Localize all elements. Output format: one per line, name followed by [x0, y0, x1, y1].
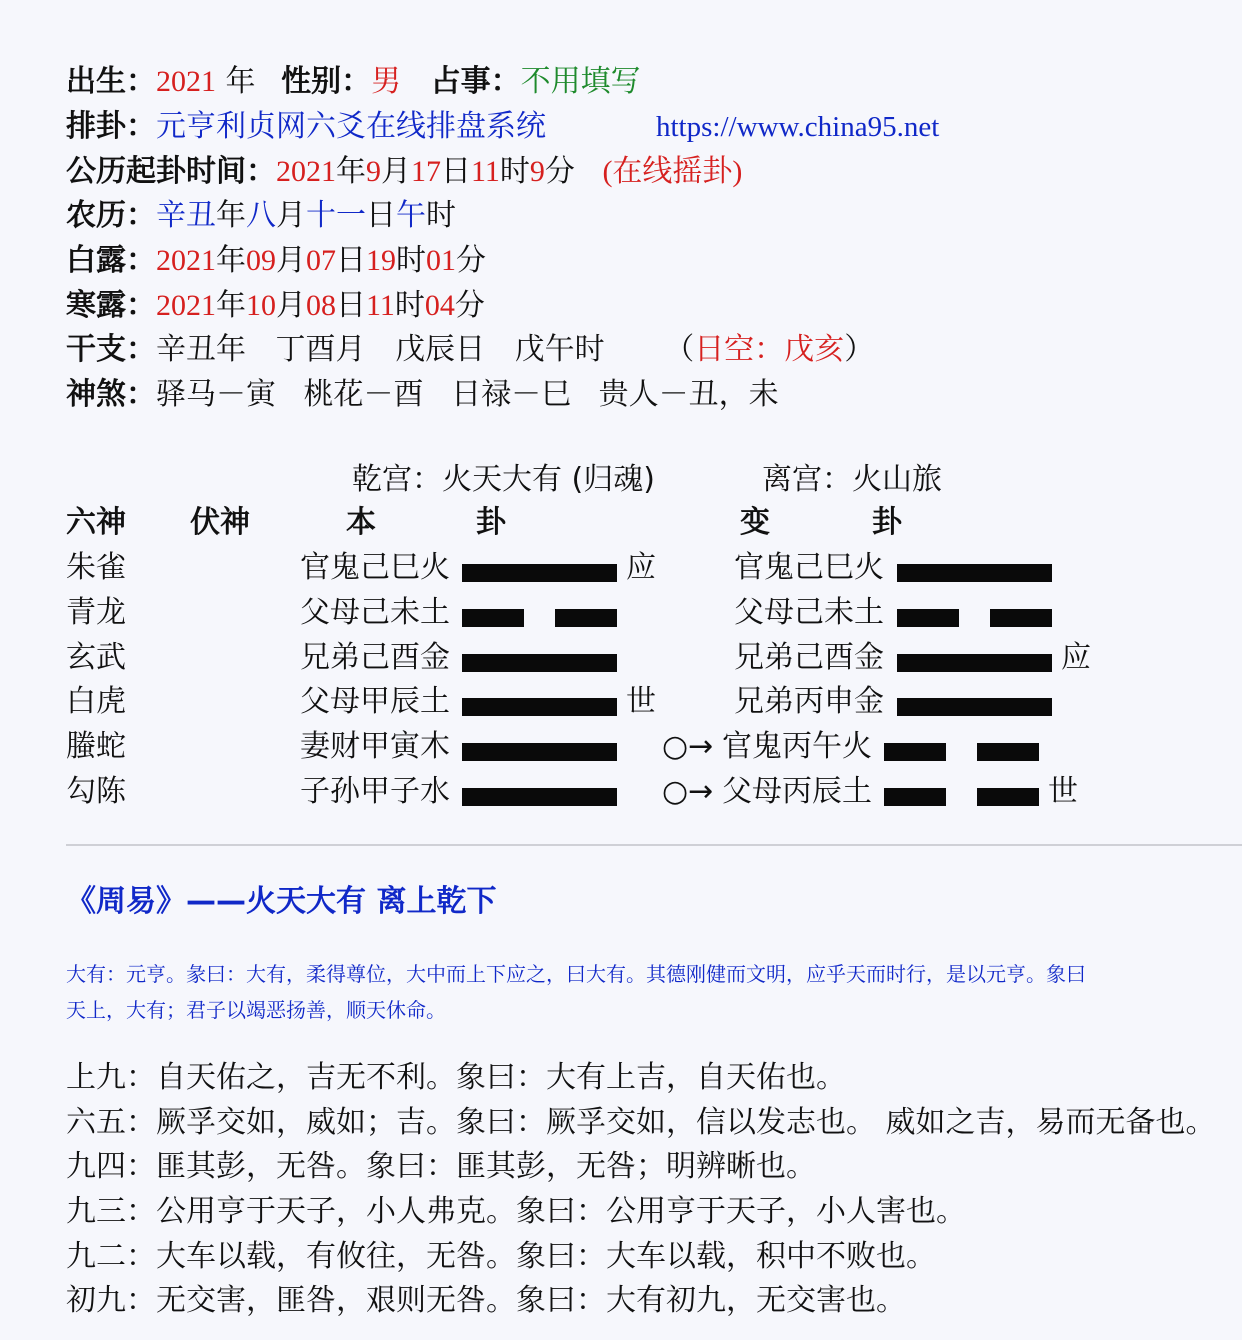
ganzhi-hour: 戊午时 [514, 332, 605, 367]
yin-line [884, 743, 1039, 761]
bian-yao-label: 兄弟己酉金 [734, 639, 884, 675]
unit-minute: 分 [456, 243, 486, 278]
unit-month: 月 [276, 243, 306, 278]
bailu-minute: 01 [426, 244, 456, 277]
shensha-label: 神煞： [66, 377, 156, 412]
ganzhi-year: 辛丑年 [156, 332, 246, 367]
ben-yao-label: 官鬼己巳火 [300, 550, 450, 585]
lunar-month: 八 [246, 198, 276, 233]
bian-shi-ying-mark: 世 [1048, 774, 1078, 809]
cast-year: 2021 [276, 155, 336, 188]
cast-time-line [66, 152, 742, 192]
bian-yao-label: 官鬼己巳火 [734, 550, 884, 585]
tuan-line: 天上，大有；君子以竭恶扬善，顺天休命。 [66, 998, 446, 1022]
liushen-name: 白虎 [66, 684, 126, 720]
cast-time-label: 公历起卦时间： [66, 154, 276, 189]
yao-text-line: 六五：厥孚交如，威如；吉。象曰：厥孚交如，信以发志也。 威如之吉，易而无备也。 [66, 1105, 1216, 1140]
yang-line [462, 788, 617, 806]
lunar-label: 农历： [66, 198, 156, 233]
bian-gua-palace: 离宫：火山旅 [762, 462, 942, 497]
cast-hour: 11 [471, 155, 500, 188]
bailu-month: 09 [246, 244, 276, 277]
bailu-year: 2021 [156, 244, 216, 277]
gender-value: 男 [371, 64, 402, 99]
unit-day: 日 [336, 288, 366, 323]
cast-method: (在线摇卦) [602, 155, 743, 188]
moving-line-marker: ○→ [662, 729, 714, 765]
lunar-month-unit: 月 [276, 198, 306, 233]
bian-yao-label: 官鬼丙午火 [722, 729, 872, 765]
lunar-day: 十一 [306, 198, 366, 233]
tuan-line: 大有：元亨。彖曰：大有，柔得尊位，大中而上下应之，曰大有。其德刚健而文明，应乎天而时行，是以元亨。象曰 [66, 962, 1086, 986]
lunar-line [66, 196, 456, 236]
yao-text-line: 上九：自天佑之，吉无不利。象曰：大有上吉，自天佑也。 [66, 1060, 846, 1095]
shensha-item: 驿马－寅 [156, 377, 276, 412]
ganzhi-month: 丁酉月 [275, 332, 366, 367]
ben-shi-ying-mark: 应 [626, 550, 656, 585]
system-name[interactable]: 元亨利贞网六爻在线排盘系统 [156, 109, 546, 144]
header-fushen: 伏神 [190, 505, 250, 540]
yang-line [897, 698, 1052, 716]
yang-line [462, 564, 617, 582]
ben-yao-label: 妻财甲寅木 [300, 729, 450, 765]
unit-month: 月 [276, 288, 306, 323]
lunar-day-unit: 日 [366, 198, 396, 233]
birth-line [66, 62, 641, 102]
yang-line [897, 654, 1052, 672]
ben-yao-label: 父母己未土 [300, 594, 450, 630]
lunar-year: 辛丑 [156, 198, 216, 233]
hanlu-line [66, 286, 485, 326]
shensha-item: 贵人－丑，未 [598, 377, 779, 412]
unit-hour: 时 [396, 243, 426, 278]
site-url-link[interactable]: https://www.china95.net [656, 111, 940, 143]
matter-label: 占事： [430, 64, 521, 99]
header-bian-gua: 卦 [872, 505, 902, 540]
lunar-hour-unit: 时 [426, 198, 456, 233]
cast-month: 9 [366, 155, 381, 188]
system-label: 排卦： [66, 109, 156, 144]
cast-minute: 9 [529, 155, 545, 188]
cast-year-unit: 年 [336, 154, 366, 189]
unit-minute: 分 [454, 288, 485, 323]
zhouyi-title: 《周易》——火天大有 离上乾下 [66, 884, 497, 919]
yin-line [462, 609, 617, 627]
bailu-hour: 19 [366, 244, 396, 277]
shensha-item: 日禄－巳 [451, 377, 572, 412]
hanlu-year: 2021 [156, 289, 216, 322]
header-ben-gua: 卦 [476, 505, 506, 540]
unit-hour: 时 [394, 288, 425, 323]
ben-yao-label: 兄弟己酉金 [300, 639, 450, 675]
yao-text-line: 九四：匪其彭，无咎。象曰：匪其彭，无咎；明辨晰也。 [66, 1149, 816, 1184]
lunar-year-unit: 年 [216, 198, 246, 233]
day-void: 日空：戊亥 [694, 332, 845, 367]
header-ben: 本 [346, 505, 376, 540]
gender-label: 性别： [281, 64, 372, 99]
kong-close: ） [844, 332, 875, 367]
hanlu-day: 08 [306, 289, 336, 322]
bailu-label: 白露： [66, 243, 156, 278]
ben-yao-label: 父母甲辰土 [300, 684, 450, 720]
cast-minute-unit: 分 [544, 154, 575, 189]
hanlu-label: 寒露： [66, 288, 156, 323]
header-bian: 变 [740, 505, 770, 540]
lunar-hour: 午 [396, 198, 426, 233]
cast-day: 17 [411, 155, 441, 188]
unit-year: 年 [216, 288, 246, 323]
birth-label: 出生： [66, 64, 156, 99]
birth-year: 2021 [156, 65, 216, 98]
liushen-name: 勾陈 [66, 774, 126, 809]
hanlu-minute: 04 [424, 289, 455, 322]
bian-yao-label: 兄弟丙申金 [734, 684, 884, 720]
liushen-name: 青龙 [66, 594, 126, 630]
bailu-line [66, 241, 486, 281]
yang-line [462, 743, 617, 761]
bian-yao-label: 父母己未土 [734, 594, 884, 630]
bailu-day: 07 [306, 244, 336, 277]
moving-line-marker: ○→ [662, 774, 714, 809]
kong-open: （ [664, 332, 695, 367]
unit-day: 日 [336, 243, 366, 278]
hanlu-hour: 11 [366, 289, 395, 322]
yang-line [897, 564, 1052, 582]
cast-month-unit: 月 [381, 154, 411, 189]
liushen-name: 朱雀 [66, 550, 126, 585]
ganzhi-line [66, 330, 874, 370]
ganzhi-day: 戊辰日 [395, 332, 486, 367]
yao-text-line: 九二：大车以载，有攸往，无咎。象曰：大车以载，积中不败也。 [66, 1239, 936, 1274]
shensha-item: 桃花－酉 [303, 377, 424, 412]
tuan-text [66, 956, 1242, 1028]
yao-text-line: 初九：无交害，匪咎，艰则无咎。象曰：大有初九，无交害也。 [66, 1283, 906, 1318]
liushen-name: 螣蛇 [66, 729, 126, 765]
yin-line [884, 788, 1039, 806]
header-liushen: 六神 [66, 505, 126, 540]
matter-value: 不用填写 [520, 64, 641, 99]
unit-year: 年 [216, 243, 246, 278]
ben-yao-label: 子孙甲子水 [300, 774, 450, 809]
ben-shi-ying-mark: 世 [626, 684, 656, 720]
bian-shi-ying-mark: 应 [1061, 639, 1091, 675]
bian-yao-label: 父母丙辰土 [722, 774, 872, 809]
cast-day-unit: 日 [441, 154, 471, 189]
ben-gua-palace: 乾宫：火天大有 (归魂) [352, 462, 655, 497]
hanlu-month: 10 [246, 289, 276, 322]
divider [66, 844, 1242, 846]
yao-text-line: 九三：公用亨于天子，小人弗克。象曰：公用亨于天子，小人害也。 [66, 1194, 966, 1229]
year-unit: 年 [225, 64, 256, 99]
system-line [66, 107, 940, 147]
cast-hour-unit: 时 [499, 154, 530, 189]
yin-line [897, 609, 1052, 627]
liushen-name: 玄武 [66, 639, 126, 675]
ganzhi-label: 干支： [66, 332, 156, 367]
yang-line [462, 698, 617, 716]
yang-line [462, 654, 617, 672]
shensha-line [66, 375, 779, 415]
